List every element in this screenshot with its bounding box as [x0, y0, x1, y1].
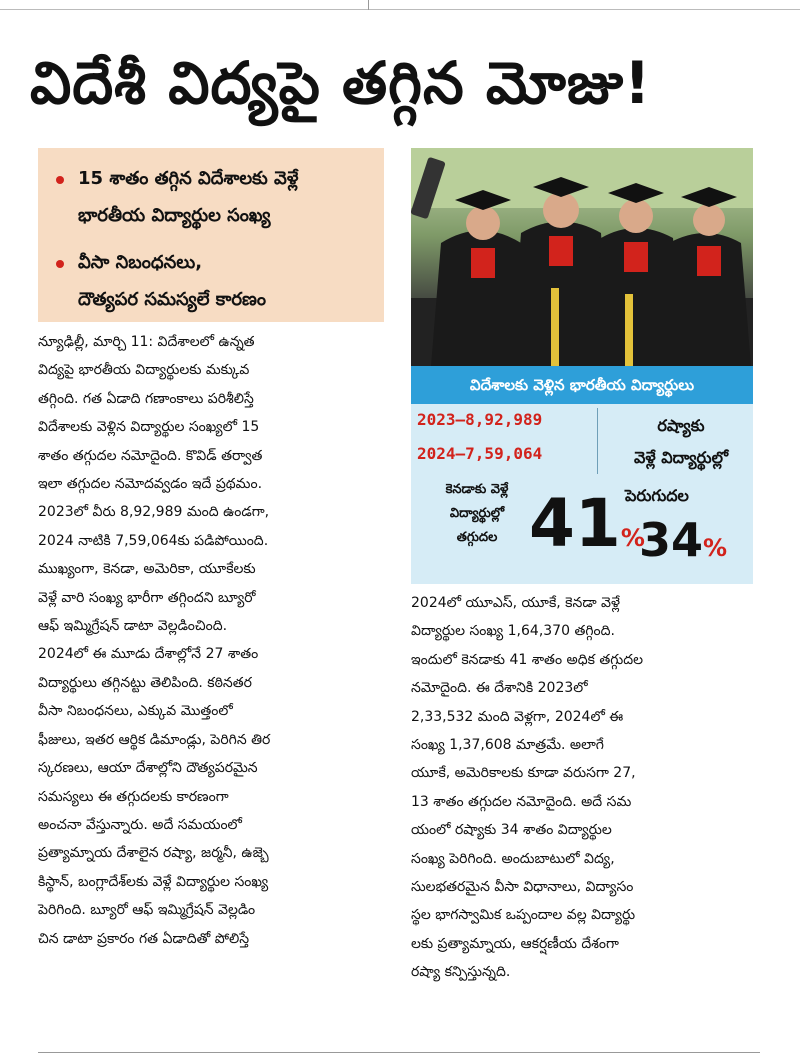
- article-line: వీసా నిబంధనలు, ఎక్కువ మొత్తంలో: [38, 703, 233, 720]
- article-line: ఫీజులు, ఇతర ఆర్థిక డిమాండ్లు, పెరిగిన తిర: [38, 731, 271, 748]
- canada-decline-unit: %: [620, 524, 645, 552]
- bullet-icon: [56, 260, 64, 268]
- article-line: యూకే, అమెరికాలకు కూడా వరుసగా 27,: [411, 765, 636, 782]
- article-line: సమస్యలు ఈ తగ్గుదలకు కారణంగా: [38, 788, 229, 805]
- article-line: విదేశాలకు వెళ్లిన విద్యార్థుల సంఖ్యలో 15: [38, 419, 260, 436]
- stat-2024: 2024–7,59,064: [417, 444, 543, 463]
- article-line: 2024 నాటికి 7,59,064కు పడిపోయింది.: [38, 532, 269, 549]
- article-line: స్కరణలు, ఆయా దేశాల్లోని దౌత్యపరమైన: [38, 760, 258, 777]
- summary-line: 15 శాతం తగ్గిన విదేశాలకు వెళ్లే: [78, 168, 299, 189]
- canada-label-line: తగ్గుదల: [456, 530, 498, 545]
- stats-divider: [597, 408, 598, 474]
- canada-label: [417, 478, 537, 550]
- article-line: ముఖ్యంగా, కెనడా, అమెరికా, యూకేలకు: [38, 561, 256, 578]
- article-line: విద్యపై భారతీయ విద్యార్థులకు మక్కువ: [38, 362, 250, 379]
- summary-box: [38, 148, 384, 322]
- summary-item: [56, 244, 370, 318]
- graduates-photo-icon: [411, 148, 753, 366]
- article-line: అంచనా వేస్తున్నారు. అదే సమయంలో: [38, 816, 242, 833]
- article-body-left: [38, 328, 390, 953]
- article-line: సంఖ్య పెరిగింది. అందుబాటులో విద్య,: [411, 850, 615, 867]
- summary-line: దౌత్యపర సమస్యలే కారణం: [78, 289, 267, 310]
- article-line: విద్యార్థులు తగ్గినట్టు తెలిపింది. కఠినతర: [38, 674, 252, 691]
- summary-line: భారతీయ విద్యార్థుల సంఖ్య: [78, 205, 271, 226]
- article-line: ఇలా తగ్గుదల నమోదవ్వడం ఇదే ప్రథమం.: [38, 476, 263, 493]
- article-line: రష్యా కన్పిస్తున్నది.: [411, 964, 511, 981]
- russia-growth-number: 34: [639, 513, 704, 567]
- canada-label-line: విద్యార్థుల్లో: [449, 506, 505, 521]
- russia-label-line: రష్యాకు: [657, 416, 705, 435]
- top-rule: [0, 0, 800, 10]
- column-notch: [368, 0, 369, 10]
- article-line: సంఖ్య 1,37,608 మాత్రమే. అలాగే: [411, 737, 604, 754]
- article-line: ఆఫ్ ఇమ్మిగ్రేషన్ డాటా వెల్లడించింది.: [38, 618, 228, 635]
- canada-decline-number: 41: [529, 485, 621, 562]
- article-line: స్థల భాగస్వామిక ఒప్పందాల వల్ల విద్యార్థు: [411, 907, 636, 924]
- bullet-icon: [56, 176, 64, 184]
- summary-item: [56, 160, 370, 234]
- summary-lines: [78, 160, 298, 234]
- russia-growth-unit: %: [703, 534, 728, 562]
- growth-label: పెరుగుదల: [625, 486, 689, 505]
- article-line: సులభతరమైన వీసా విధానాలు, విద్యాసం: [411, 879, 634, 896]
- article-line: చిన డాటా ప్రకారం గత ఏడాదితో పోలిస్తే: [38, 930, 250, 947]
- article-line: యంలో రష్యాకు 34 శాతం విద్యార్థుల: [411, 822, 612, 839]
- article-line: ప్రత్యామ్నాయ దేశాలైన రష్యా, జర్మనీ, ఉజ్బె: [38, 845, 269, 862]
- article-line: 2024లో యూఎస్, యూకే, కెనడా వెళ్లే: [411, 595, 621, 611]
- canada-label-line: కెనడాకు వెళ్లే: [445, 482, 509, 497]
- article-line: వెళ్లే వారి సంఖ్య భారీగా తగ్గిందని బ్యూరో: [38, 589, 256, 606]
- headline: విదేశీ విద్యపై తగ్గిన మోజు!: [30, 49, 652, 117]
- article-line: 2024లో ఈ మూడు దేశాల్లోనే 27 శాతం: [38, 646, 259, 663]
- stats-title: విదేశాలకు వెళ్లిన భారతీయ విద్యార్థులు: [411, 366, 753, 404]
- article-line: 2,33,532 మంది వెళ్లగా, 2024లో ఈ: [411, 708, 624, 725]
- russia-growth-value: [639, 512, 727, 576]
- summary-lines: [78, 244, 266, 318]
- stat-2023: 2023–8,92,989: [417, 410, 543, 429]
- article-line: విద్యార్థుల సంఖ్య 1,64,370 తగ్గింది.: [411, 623, 615, 640]
- article-body-right: [411, 589, 757, 987]
- summary-line: వీసా నిబంధనలు,: [78, 252, 203, 273]
- graduates-photo: [411, 148, 753, 366]
- article-line: 2023లో వీరు 8,92,989 మంది ఉండగా,: [38, 504, 270, 521]
- article-line: ఇందులో కెనడాకు 41 శాతం అధిక తగ్గుదల: [411, 651, 644, 668]
- article-line: లకు ప్రత్యామ్నాయ, ఆకర్షణీయ దేశంగా: [411, 935, 619, 952]
- article-line: 13 శాతం తగ్గుదల నమోదైంది. అదే సమ: [411, 793, 632, 810]
- article-line: తగ్గింది. గత ఏడాది గణాంకాలు పరిశీలిస్తే: [38, 390, 254, 407]
- russia-label: [611, 410, 751, 474]
- russia-label-line: వెళ్లే విద్యార్థుల్లో: [633, 448, 729, 467]
- stats-box: [411, 366, 753, 584]
- article-line: నమోదైంది. ఈ దేశానికి 2023లో: [411, 680, 588, 697]
- bottom-rule: [38, 1052, 760, 1053]
- article-line: కిస్థాన్, బంగ్లాదేశ్‌లకు వెళ్లే విద్యార్థుల సంఖ్య: [38, 873, 269, 890]
- article-line: పెరిగింది. బ్యూరో ఆఫ్ ఇమ్మిగ్రేషన్ వెల్లడిం: [38, 902, 256, 919]
- article-line: శాతం తగ్గుదల నమోదైంది. కొవిడ్ తర్వాత: [38, 447, 263, 464]
- article-line: న్యూఢిల్లీ, మార్చి 11: విదేశాలలో ఉన్నత: [38, 334, 255, 350]
